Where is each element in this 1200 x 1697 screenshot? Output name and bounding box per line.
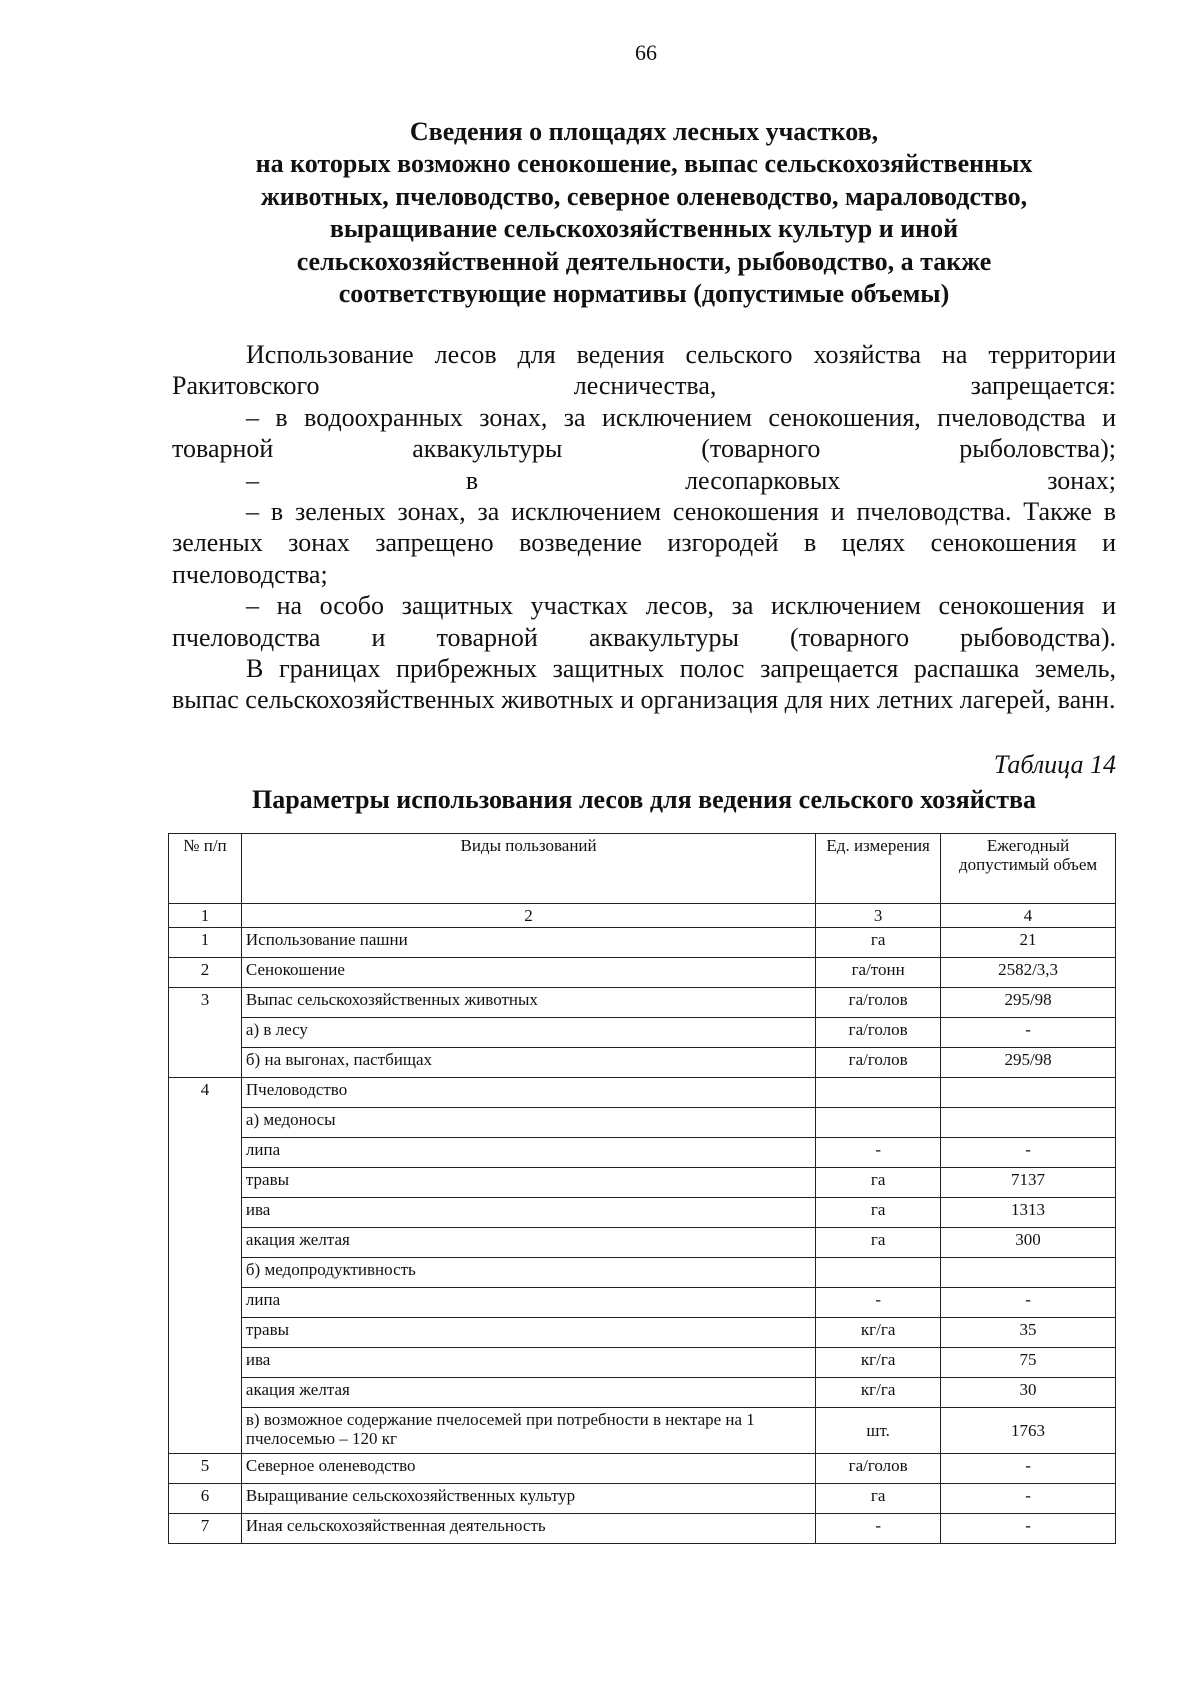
row-unit: кг/га (816, 1348, 941, 1378)
heading-line: на которых возможно сенокошение, выпас сельскохозяйственных (255, 149, 1033, 179)
column-number: 3 (816, 904, 941, 928)
paragraph: – в водоохранных зонах, за исключением сенокошения, пчеловодства и товарной аквакультуры (товарного рыболовства); (172, 402, 1116, 464)
row-number: 5 (169, 1454, 242, 1484)
column-number-row (169, 904, 1116, 928)
row-name: ива (241, 1198, 815, 1228)
row-unit: - (816, 1514, 941, 1544)
row-name: липа (241, 1138, 815, 1168)
table-row (169, 1378, 1116, 1408)
row-value: - (941, 1138, 1116, 1168)
row-unit: кг/га (816, 1318, 941, 1348)
row-unit: га/голов (816, 1454, 941, 1484)
table-caption: Таблица 14 (993, 750, 1116, 779)
row-unit: - (816, 1138, 941, 1168)
row-value (941, 1078, 1116, 1108)
row-value: 295/98 (941, 988, 1116, 1018)
paragraph: – на особо защитных участках лесов, за исключением сенокошения и пчеловодства и товарной аквакультуры (товарного рыбоводства). (172, 591, 1116, 652)
row-value: 30 (941, 1378, 1116, 1408)
row-name: Выпас сельскохозяйственных животных (241, 988, 815, 1018)
header-cell: Ед. измерения (816, 834, 941, 904)
header-cell: Виды пользований (241, 834, 815, 904)
row-name: ива (241, 1348, 815, 1378)
row-name: акация желтая (241, 1378, 815, 1408)
row-value: 7137 (941, 1168, 1116, 1198)
row-name: травы (241, 1318, 815, 1348)
table-row (169, 1454, 1116, 1484)
table-row (169, 988, 1116, 1018)
row-number: 3 (169, 988, 242, 1078)
table-row (169, 1138, 1116, 1168)
heading-line: выращивание сельскохозяйственных культур и иной (329, 214, 959, 244)
row-name: акация желтая (241, 1228, 815, 1258)
row-value: - (941, 1454, 1116, 1484)
column-number: 4 (941, 904, 1116, 928)
table-row (169, 1258, 1116, 1288)
row-number: 2 (169, 958, 242, 988)
row-number: 4 (169, 1078, 242, 1454)
table-row (169, 1514, 1116, 1544)
row-unit (816, 1108, 941, 1138)
heading-line: Сведения о площадях лесных участков, (409, 117, 879, 146)
row-value (941, 1258, 1116, 1288)
heading-line: соответствующие нормативы (допустимые объемы) (338, 279, 950, 309)
row-number: 6 (169, 1484, 242, 1514)
page-number: 66 (635, 40, 657, 65)
parameters-table (168, 833, 1116, 1544)
row-value: 21 (941, 928, 1116, 958)
row-value: - (941, 1018, 1116, 1048)
table-row (169, 1348, 1116, 1378)
row-name: а) медоносы (241, 1108, 815, 1138)
row-value: 35 (941, 1318, 1116, 1348)
column-number: 2 (241, 904, 815, 928)
row-unit: га/голов (816, 988, 941, 1018)
row-unit: га (816, 1228, 941, 1258)
row-value: 75 (941, 1348, 1116, 1378)
table-row (169, 1198, 1116, 1228)
row-unit: кг/га (816, 1378, 941, 1408)
header-cell: Ежегодный допустимый объем (941, 834, 1116, 904)
row-value (941, 1108, 1116, 1138)
paragraph: Использование лесов для ведения сельского хозяйства на территории Ракитовского лесничества, запрещается: (172, 340, 1116, 401)
row-unit: га (816, 1198, 941, 1228)
row-name: Иная сельскохозяйственная деятельность (241, 1514, 815, 1544)
table-row (169, 1078, 1116, 1108)
table-row (169, 1108, 1116, 1138)
row-name: в) возможное содержание пчелосемей при потребности в нектаре на 1 пчелосемью – 120 кг (241, 1408, 815, 1454)
table-row (169, 1318, 1116, 1348)
table-header-row (169, 834, 1116, 904)
table-row (169, 1048, 1116, 1078)
table-title: Параметры использования лесов для ведения сельского хозяйства (251, 785, 1037, 814)
row-unit: га/голов (816, 1048, 941, 1078)
paragraph: – в зеленых зонах, за исключением сенокошения и пчеловодства. Также в зеленых зонах запрещено возведение изгородей в целях сенокошения и пчеловодства; (172, 497, 1116, 589)
row-name: а) в лесу (241, 1018, 815, 1048)
row-name: травы (241, 1168, 815, 1198)
table-row (169, 1484, 1116, 1514)
table-row (169, 1288, 1116, 1318)
row-name: б) на выгонах, пастбищах (241, 1048, 815, 1078)
header-cell: № п/п (169, 834, 242, 904)
row-name: Северное оленеводство (241, 1454, 815, 1484)
row-name: Выращивание сельскохозяйственных культур (241, 1484, 815, 1514)
row-value: - (941, 1484, 1116, 1514)
paragraph: В границах прибрежных защитных полос запрещается распашка земель, выпас сельскохозяйственных животных и организация для них летних лагерей, ванн. (172, 654, 1116, 715)
heading-line: животных, пчеловодство, северное оленеводство, мараловодство, (260, 181, 1028, 211)
paragraph: – в лесопарковых зонах; (246, 465, 1116, 495)
section-heading (172, 116, 1116, 310)
body-text (172, 339, 1116, 716)
row-name: липа (241, 1288, 815, 1318)
table-row (169, 1408, 1116, 1454)
row-unit: шт. (816, 1408, 941, 1454)
table-row (169, 1018, 1116, 1048)
table-row (169, 1168, 1116, 1198)
row-unit (816, 1078, 941, 1108)
row-value: 2582/3,3 (941, 958, 1116, 988)
row-value: - (941, 1288, 1116, 1318)
row-unit: га (816, 1484, 941, 1514)
row-name: Использование пашни (241, 928, 815, 958)
table-row (169, 958, 1116, 988)
row-unit: - (816, 1288, 941, 1318)
row-name: Сенокошение (241, 958, 815, 988)
row-name: б) медопродуктивность (241, 1258, 815, 1288)
table-row (169, 1228, 1116, 1258)
row-value: - (941, 1514, 1116, 1544)
table-row (169, 928, 1116, 958)
row-value: 300 (941, 1228, 1116, 1258)
row-value: 1313 (941, 1198, 1116, 1228)
row-unit: га (816, 928, 941, 958)
column-number: 1 (169, 904, 242, 928)
row-value: 1763 (941, 1408, 1116, 1454)
row-unit: га (816, 1168, 941, 1198)
heading-line: сельскохозяйственной деятельности, рыбоводство, а также (296, 246, 992, 276)
row-unit: га/голов (816, 1018, 941, 1048)
row-value: 295/98 (941, 1048, 1116, 1078)
row-unit (816, 1258, 941, 1288)
row-number: 7 (169, 1514, 242, 1544)
row-name: Пчеловодство (241, 1078, 815, 1108)
row-number: 1 (169, 928, 242, 958)
row-unit: га/тонн (816, 958, 941, 988)
